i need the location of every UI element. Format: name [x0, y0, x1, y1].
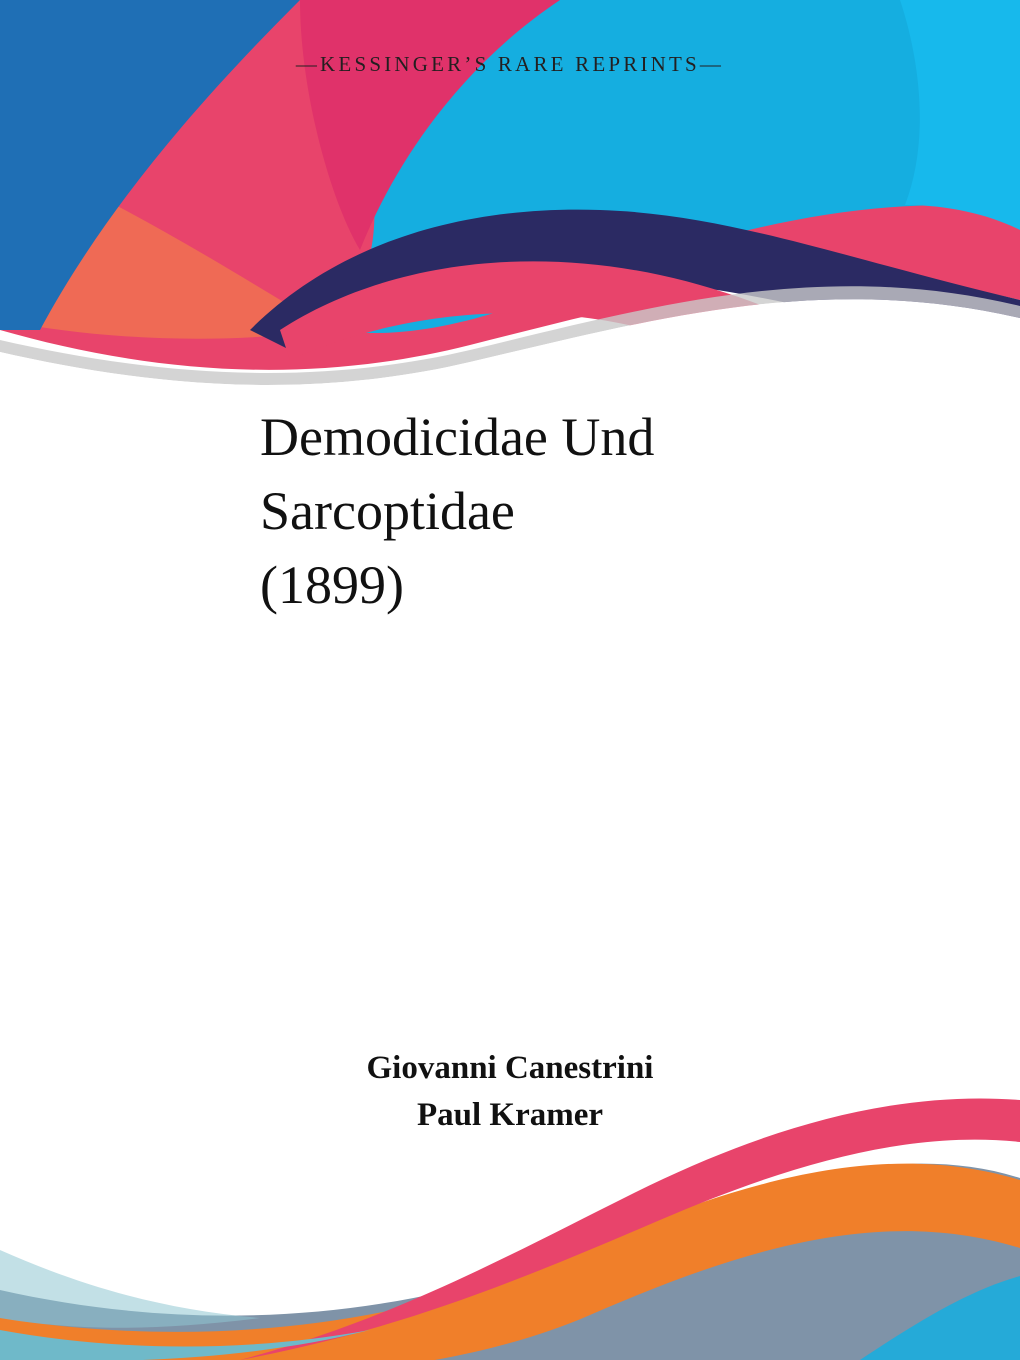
author-name-1: Giovanni Canestrini: [366, 1050, 654, 1086]
book-authors: [0, 1045, 1020, 1139]
author-name-2: Paul Kramer: [416, 1097, 604, 1133]
title-line-2: Sarcoptidae: [260, 481, 515, 541]
title-line-1: Demodicidae Und: [260, 407, 655, 467]
publisher-imprint: —KESSINGER’S RARE REPRINTS—: [295, 52, 725, 76]
title-line-3: (1899): [260, 555, 404, 615]
book-title: [260, 400, 880, 622]
